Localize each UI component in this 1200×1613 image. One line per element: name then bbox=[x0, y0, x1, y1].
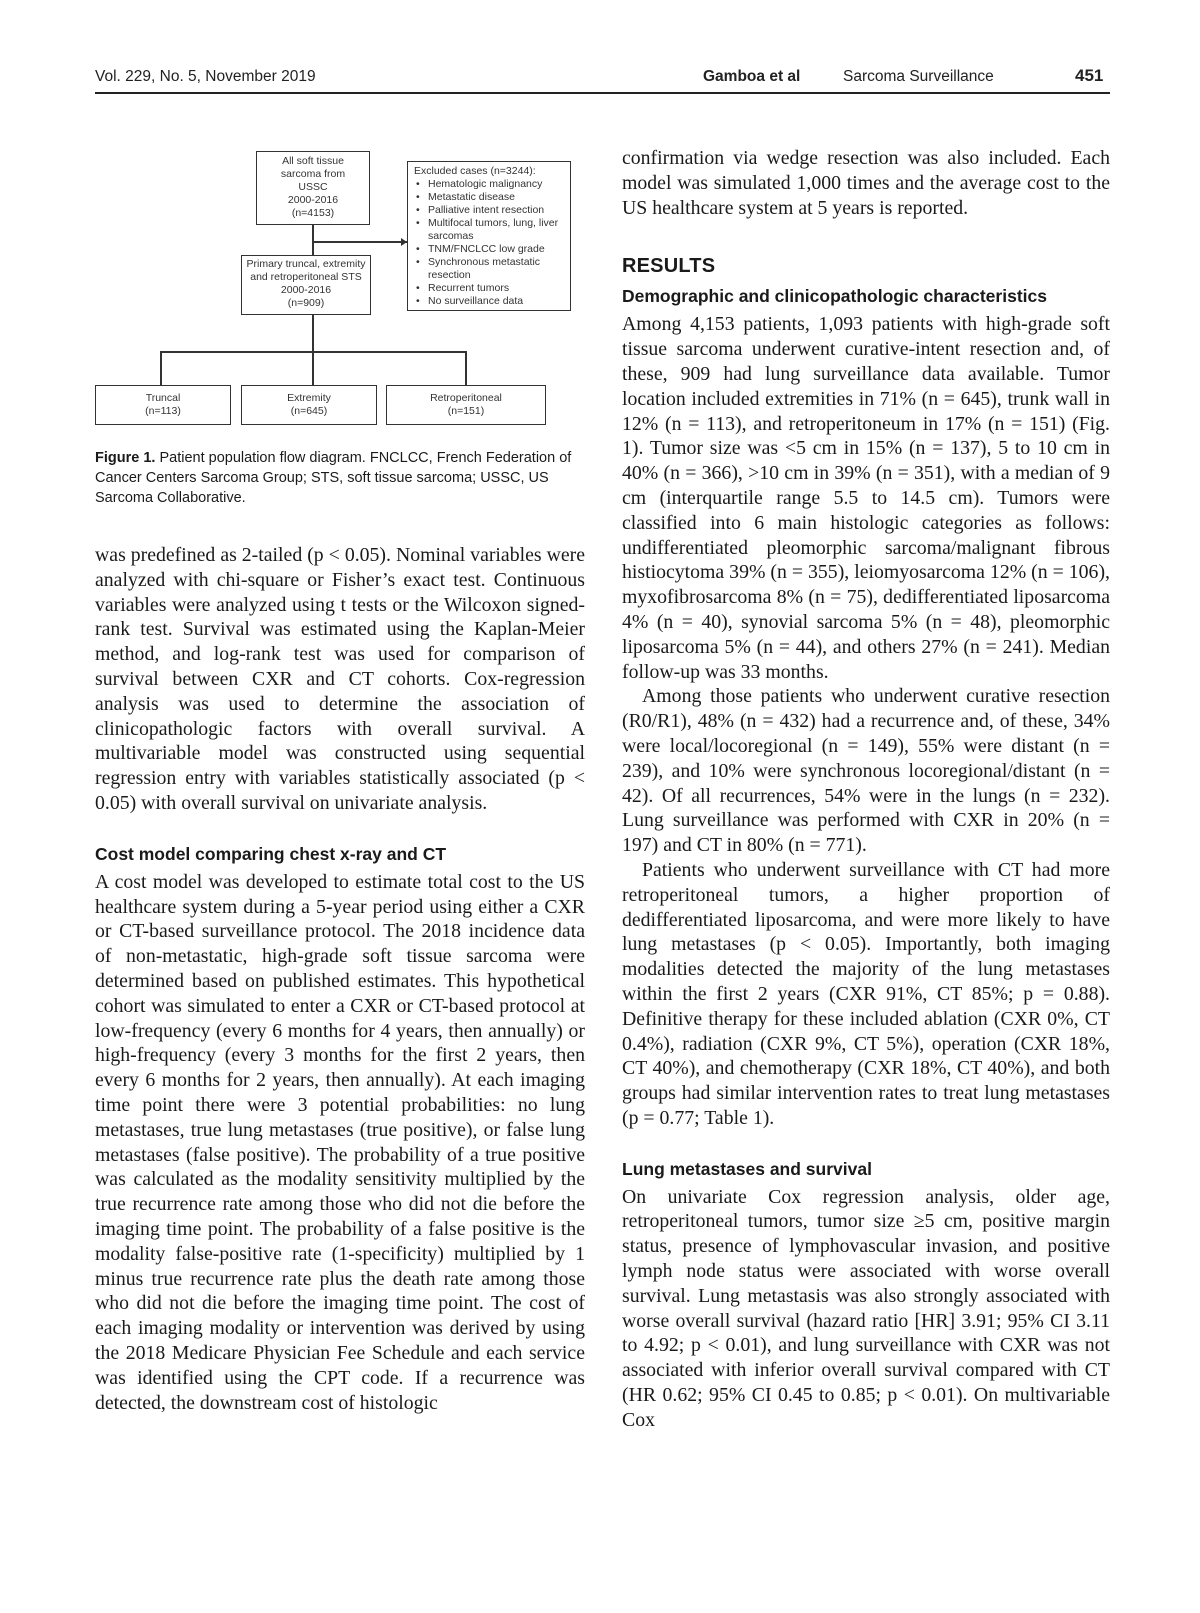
connector-line bbox=[312, 225, 314, 255]
box-line: (n=151) bbox=[447, 405, 485, 417]
excluded-cases-box bbox=[407, 161, 571, 311]
excluded-item: • Multifocal tumors, lung, liver sarcomas bbox=[428, 217, 564, 243]
box-line: Truncal bbox=[145, 392, 181, 404]
page-number: 451 bbox=[1075, 66, 1104, 85]
box-line: 2000-2016 bbox=[287, 194, 339, 206]
excluded-item: • Palliative intent resection bbox=[428, 204, 564, 217]
box-line: (n=645) bbox=[290, 405, 328, 417]
flow-diagram bbox=[95, 145, 585, 445]
header-rule bbox=[95, 92, 1110, 94]
paragraph: Among those patients who underwent curative resection (R0/R1), 48% (n = 432) had a recurrence and, of these, 34% were local/locoregional (n = 149), 55% were distant (n = 239), and 10% were synchronous locoregional/distant (n = 42). Of all recurrences, 54% were in the lungs (n = 232). Lung surveillance was performed with CXR in 20% (n = 197) and CT in 80% (n = 771). bbox=[622, 685, 1110, 857]
box-line: USSC bbox=[298, 181, 328, 193]
excluded-item: • Recurrent tumors bbox=[428, 282, 564, 295]
connector-line bbox=[312, 315, 314, 351]
excluded-item: • Metastatic disease bbox=[428, 191, 564, 204]
section-heading-demographics: Demographic and clinicopathologic characteristics bbox=[622, 286, 1047, 307]
truncal-box bbox=[95, 385, 231, 425]
paragraph: Patients who underwent surveillance with CT had more retroperitoneal tumors, a higher proportion of dedifferentiated liposarcoma, and were more likely to have lung metastases (p < 0.05). Importantly, both imaging modalities detected the majority of the lung metastases within the first 2 years (CXR 91%, CT 85%; p = 0.88). Definitive therapy for these included ablation (CXR 0%, CT 0.4%), radiation (CXR 9%, CT 5%), operation (CXR 18%, CT 40%), and chemotherapy (CXR 18%, CT 40%), and both groups had similar intervention rates to treat lung metastases (p = 0.77; Table 1). bbox=[622, 858, 1110, 1129]
paragraph: confirmation via wedge resection was also included. Each model was simulated 1,000 times and the average cost to the US healthcare system at 5 years is reported. bbox=[622, 147, 1110, 219]
results-heading: RESULTS bbox=[622, 255, 716, 278]
paragraph: Among 4,153 patients, 1,093 patients with high-grade soft tissue sarcoma underwent curative-intent resection and, of these, 909 had lung surveillance data available. Tumor location included extremities in 71% (n = 645), trunk wall in 12% (n = 113), and retroperitoneum in 17% (n = 151) (Fig. 1). Tumor size was <5 cm in 15% (n = 137), 5 to 10 cm in 40% (n = 366), >10 cm in 39% (n = 351), with a median of 9 cm (interquartile range 5.5 to 14.5 cm). Tumors were classified into 6 main histologic categories as follows: undifferentiated pleomorphic sarcoma/malignant fibrous histiocytoma 39% (n = 355), leiomyosarcoma 12% (n = 106), myxofibrosarcoma 8% (n = 75), dedifferentiated liposarcoma 4% (n = 40), synovial sarcoma 5% (n = 48), pleomorphic liposarcoma 5% (n = 44), and others 27% (n = 241). Median follow-up was 33 months. bbox=[622, 313, 1110, 683]
paragraph: A cost model was developed to estimate total cost to the US healthcare system during a 5-year period using either a CXR or CT-based surveillance protocol. The 2018 incidence data of non-metastatic, high-grade soft tissue sarcoma were determined based on published estimates. This hypothetical cohort was simulated to enter a CXR or CT-based protocol at low-frequency (every 6 months for 4 years, then annually) or high-frequency (every 3 months for the first 2 years, then every 6 months for 2 years, then annually). At each imaging time point there were 3 potential probabilities: no lung metastases, true lung metastases (true positive), or false lung metastases (false positive). The probability of a true positive was calculated as the modality sensitivity multiplied by the true recurrence rate among those who did not die before the imaging time point. The probability of a false positive is the modality false-positive rate (1-specificity) multiplied by 1 minus true recurrence rate plus the death rate among those who did not die before the imaging time point. The cost of each imaging modality or intervention was derived by using the 2018 Medicare Physician Fee Schedule and each service was identified using the CPT code. If a recurrence was detected, the downstream cost of histologic bbox=[95, 870, 585, 1414]
extremity-box bbox=[241, 385, 377, 425]
box-line: 2000-2016 bbox=[280, 284, 332, 296]
excluded-item: • Hematologic malignancy bbox=[428, 178, 564, 191]
connector-line bbox=[160, 351, 162, 385]
excluded-item: • TNM/FNCLCC low grade bbox=[428, 243, 564, 256]
box-line: and retroperitoneal STS bbox=[250, 271, 362, 283]
right-column bbox=[622, 146, 1110, 1433]
excluded-title: Excluded cases (n=3244): bbox=[414, 165, 536, 177]
running-title: Sarcoma Surveillance bbox=[843, 68, 994, 85]
connector-line bbox=[312, 351, 314, 385]
retroperitoneal-box bbox=[386, 385, 546, 425]
section-heading-lung-metastases: Lung metastases and survival bbox=[622, 1158, 872, 1179]
all-sarcoma-box bbox=[256, 151, 370, 225]
connector-line bbox=[312, 241, 407, 243]
box-line: (n=4153) bbox=[291, 207, 335, 219]
excluded-item: • Synchronous metastatic resection bbox=[428, 256, 564, 282]
excluded-item: • No surveillance data bbox=[428, 295, 564, 308]
figure-caption-text: Patient population flow diagram. FNCLCC, French Federation of Cancer Centers Sarcoma Group; STS, soft tissue sarcoma; USSC, US Sarcoma Collaborative. bbox=[95, 450, 572, 506]
box-line: Extremity bbox=[287, 392, 331, 404]
box-line: sarcoma from bbox=[280, 168, 346, 180]
arrow-head bbox=[401, 238, 407, 246]
left-column bbox=[95, 543, 585, 1415]
paragraph: On univariate Cox regression analysis, older age, retroperitoneal tumors, tumor size ≥5 cm, positive margin status, presence of lymphovascular invasion, and positive lymph node status were associated with worse overall survival. Lung metastasis was also strongly associated with worse overall survival (hazard ratio [HR] 3.91; 95% CI 3.11 to 4.92; p < 0.01), and lung surveillance with CXR was not associated with inferior overall survival compared with CT (HR 0.62; 95% CI 0.45 to 0.85; p < 0.01). On multivariable Cox bbox=[622, 1185, 1110, 1431]
figure-caption bbox=[95, 448, 585, 508]
excluded-list bbox=[414, 178, 564, 308]
figure-label: Figure 1. bbox=[95, 450, 156, 466]
journal-issue: Vol. 229, No. 5, November 2019 bbox=[95, 68, 316, 85]
box-line: All soft tissue bbox=[282, 155, 344, 167]
connector-line bbox=[465, 351, 467, 385]
box-line: (n=909) bbox=[287, 297, 325, 309]
running-authors: Gamboa et al bbox=[703, 68, 801, 85]
section-heading-cost-model: Cost model comparing chest x-ray and CT bbox=[95, 843, 447, 864]
box-line: Primary truncal, extremity bbox=[246, 258, 366, 270]
box-line: (n=113) bbox=[145, 405, 181, 417]
primary-sts-box bbox=[241, 255, 371, 315]
box-line: Retroperitoneal bbox=[430, 392, 502, 404]
paragraph: was predefined as 2-tailed (p < 0.05). Nominal variables were analyzed with chi-square or Fisher’s exact test. Continuous variables were analyzed using t tests or the Wilcoxon signed-rank test. Survival was estimated using the Kaplan-Meier method, and log-rank test was used for comparison of survival between CXR and CT cohorts. Cox-regression analysis was used to determine the association of clinicopathologic factors with overall survival. A multivariable model was constructed using sequential regression entry with variables statistically associated (p < 0.05) with overall survival on univariate analysis. bbox=[95, 544, 585, 814]
